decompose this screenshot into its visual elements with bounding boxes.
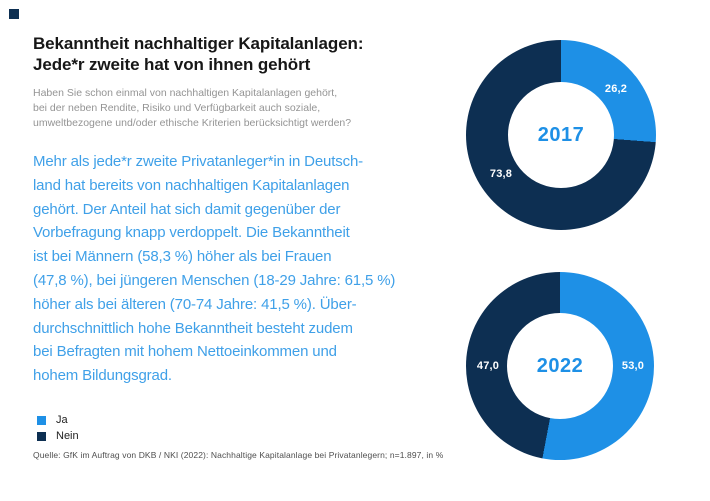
donut-hole-2017 [508, 82, 614, 188]
donut-year-label-2017: 2017 [537, 123, 585, 146]
legend-label-ja: Ja [56, 414, 68, 426]
summary-line: höher als bei älteren (70-74 Jahre: 41,5 %). Über- [33, 295, 357, 313]
slice-label-2022-nein: 47,0 [476, 360, 500, 372]
summary-line: land hat bereits von nachhaltigen Kapitalanlagen [33, 176, 350, 194]
legend-label-nein: Nein [56, 430, 79, 442]
source-note: Quelle: GfK im Auftrag von DKB / NKI (2022): Nachhaltige Kapitalanlage bei Privatanlegern; n=1.897, in % [33, 450, 444, 460]
donut-hole-2022 [507, 313, 613, 419]
page-title [33, 33, 393, 75]
survey-question-line-2: bei der neben Rendite, Risiko und Verfügbarkeit auch soziale, [33, 102, 321, 114]
summary-line: durchschnittlich hohe Bekanntheit besteht zudem [33, 319, 353, 337]
chart-legend [37, 412, 79, 444]
slice-label-2017-ja: 26,2 [604, 83, 628, 95]
brand-square-logo [9, 9, 19, 19]
page-title-line-1: Bekanntheit nachhaltiger Kapitalanlagen: [33, 34, 364, 53]
summary-line: Mehr als jede*r zweite Privatanleger*in in Deutsch- [33, 153, 364, 170]
legend-item-nein [37, 428, 79, 444]
slice-label-2017-nein: 73,8 [489, 168, 513, 180]
summary-line: bei Befragten mit hohem Nettoeinkommen und [33, 343, 337, 361]
summary-line: Vorbefragung knapp verdoppelt. Die Bekanntheit [33, 224, 350, 242]
donut-year-label-2022: 2022 [536, 354, 584, 377]
donut-chart-2017 [466, 40, 656, 230]
page-title-line-2: Jede*r zweite hat von ihnen gehört [33, 55, 311, 74]
summary-line: gehört. Der Anteil hat sich damit gegenüber der [33, 200, 341, 218]
summary-line: (47,8 %), bei jüngeren Menschen (18-29 Jahre: 61,5 %) [33, 271, 396, 289]
slice-label-2022-ja: 53,0 [621, 360, 645, 372]
survey-question-line-1: Haben Sie schon einmal von nachhaltigen Kapitalanlagen gehört, [33, 87, 338, 99]
donut-chart-2022 [466, 272, 654, 460]
survey-question [33, 86, 393, 131]
legend-swatch-nein [37, 432, 46, 441]
summary-line: ist bei Männern (58,3 %) höher als bei Frauen [33, 248, 332, 266]
survey-question-line-3: umweltbezogene und/oder ethische Kriterien berücksichtigt werden? [33, 117, 352, 129]
legend-swatch-ja [37, 416, 46, 425]
legend-item-ja [37, 412, 79, 428]
summary-paragraph [33, 150, 403, 388]
summary-line: hohem Bildungsgrad. [33, 367, 172, 385]
